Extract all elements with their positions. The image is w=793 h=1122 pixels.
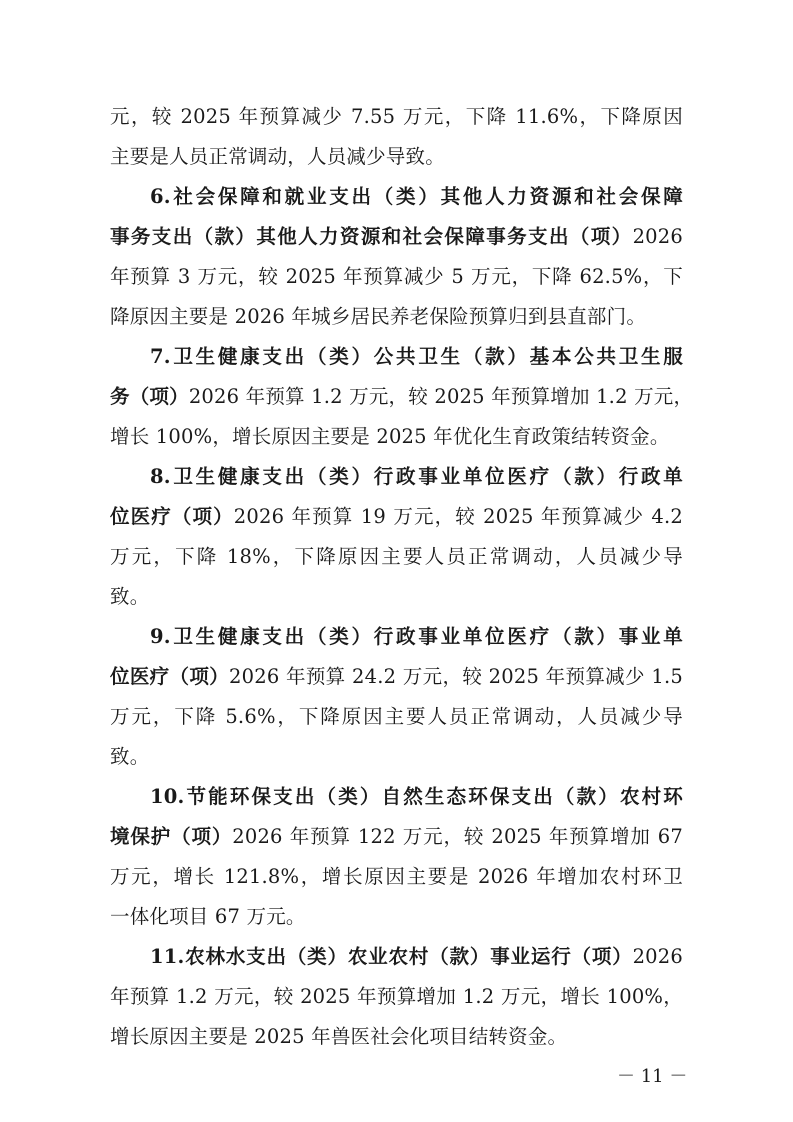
text: 2026 年预算 122 万元，较 2025 年预算增加 67 (232, 825, 683, 848)
text: 2026 年预算 24.2 万元，较 2025 年预算减少 1.5 (229, 665, 683, 688)
text: 增长原因主要是 2025 年兽医社会化项目结转资金。 (110, 1025, 568, 1048)
text: 降原因主要是 2026 年城乡居民养老保险预算归到县直部门。 (110, 305, 647, 328)
text: 万元，下降 5.6%，下降原因主要人员正常调动，人员减少导 (110, 705, 683, 728)
text: 致。 (110, 585, 150, 608)
text: 8.卫生健康支出（类）行政事业单位医疗（款）行政单 (150, 465, 683, 488)
heading-text: 事务支出（款）其他人力资源和社会保障事务支出（项） (110, 225, 633, 248)
item-11-heading (150, 937, 683, 977)
text-line-2 (110, 137, 683, 177)
heading-text: 位医疗（项） (110, 665, 230, 688)
text-line (110, 297, 683, 337)
text: 年预算 3 万元，较 2025 年预算减少 5 万元，下降 62.5%，下 (110, 265, 683, 288)
text: 主要是人员正常调动，人员减少导致。 (110, 145, 445, 168)
text: 6.社会保障和就业支出（类）其他人力资源和社会保障 (150, 185, 683, 208)
item-9-heading-1 (150, 617, 683, 657)
heading-text: 位医疗（项） (110, 505, 234, 528)
text-line (110, 577, 683, 617)
text: 一体化项目 67 万元。 (110, 905, 306, 928)
text: 增长 100%，增长原因主要是 2025 年优化生育政策结转资金。 (110, 425, 670, 448)
item-7-heading-1 (150, 337, 683, 377)
page-number: － 11 － (617, 1066, 688, 1087)
item-10-heading-2 (110, 817, 683, 857)
text-line (110, 697, 683, 737)
heading-text: 务（项） (110, 385, 189, 408)
text: 万元，下降 18%，下降原因主要人员正常调动，人员减少导 (110, 545, 683, 568)
text: 2026 年预算 19 万元，较 2025 年预算减少 4.2 (233, 505, 684, 528)
text: 2026 (632, 945, 683, 968)
text: 2026 (632, 225, 683, 248)
item-8-heading-2 (110, 497, 683, 537)
text: 万元，增长 121.8%，增长原因主要是 2026 年增加农村环卫 (110, 865, 683, 888)
text: 元，较 2025 年预算减少 7.55 万元，下降 11.6%，下降原因 (110, 105, 683, 128)
text-line (110, 417, 683, 457)
text: 7.卫生健康支出（类）公共卫生（款）基本公共卫生服 (150, 345, 683, 368)
text-line (110, 537, 683, 577)
item-7-heading-2 (110, 377, 694, 417)
item-6-heading-2 (110, 217, 683, 257)
item-10-heading-1 (150, 777, 683, 817)
heading-text: 境保护（项） (110, 825, 233, 848)
item-8-heading-1 (150, 457, 683, 497)
text-line (110, 737, 683, 777)
item-6-heading-1 (150, 177, 683, 217)
text: 2026 年预算 1.2 万元，较 2025 年预算增加 1.2 万元， (188, 385, 694, 408)
text-line (110, 257, 683, 297)
text-line (110, 857, 683, 897)
text-line (110, 1017, 683, 1057)
heading-text: 11.农林水支出（类）农业农村（款）事业运行（项） (150, 945, 633, 968)
text: 9.卫生健康支出（类）行政事业单位医疗（款）事业单 (150, 625, 683, 648)
text: 年预算 1.2 万元，较 2025 年预算增加 1.2 万元，增长 100%， (110, 985, 683, 1008)
text-line (110, 977, 683, 1017)
text: 致。 (110, 745, 150, 768)
text: 10.节能环保支出（类）自然生态环保支出（款）农村环 (150, 785, 683, 808)
text-line-1 (110, 97, 683, 137)
item-9-heading-2 (110, 657, 683, 697)
text-line (110, 897, 683, 937)
